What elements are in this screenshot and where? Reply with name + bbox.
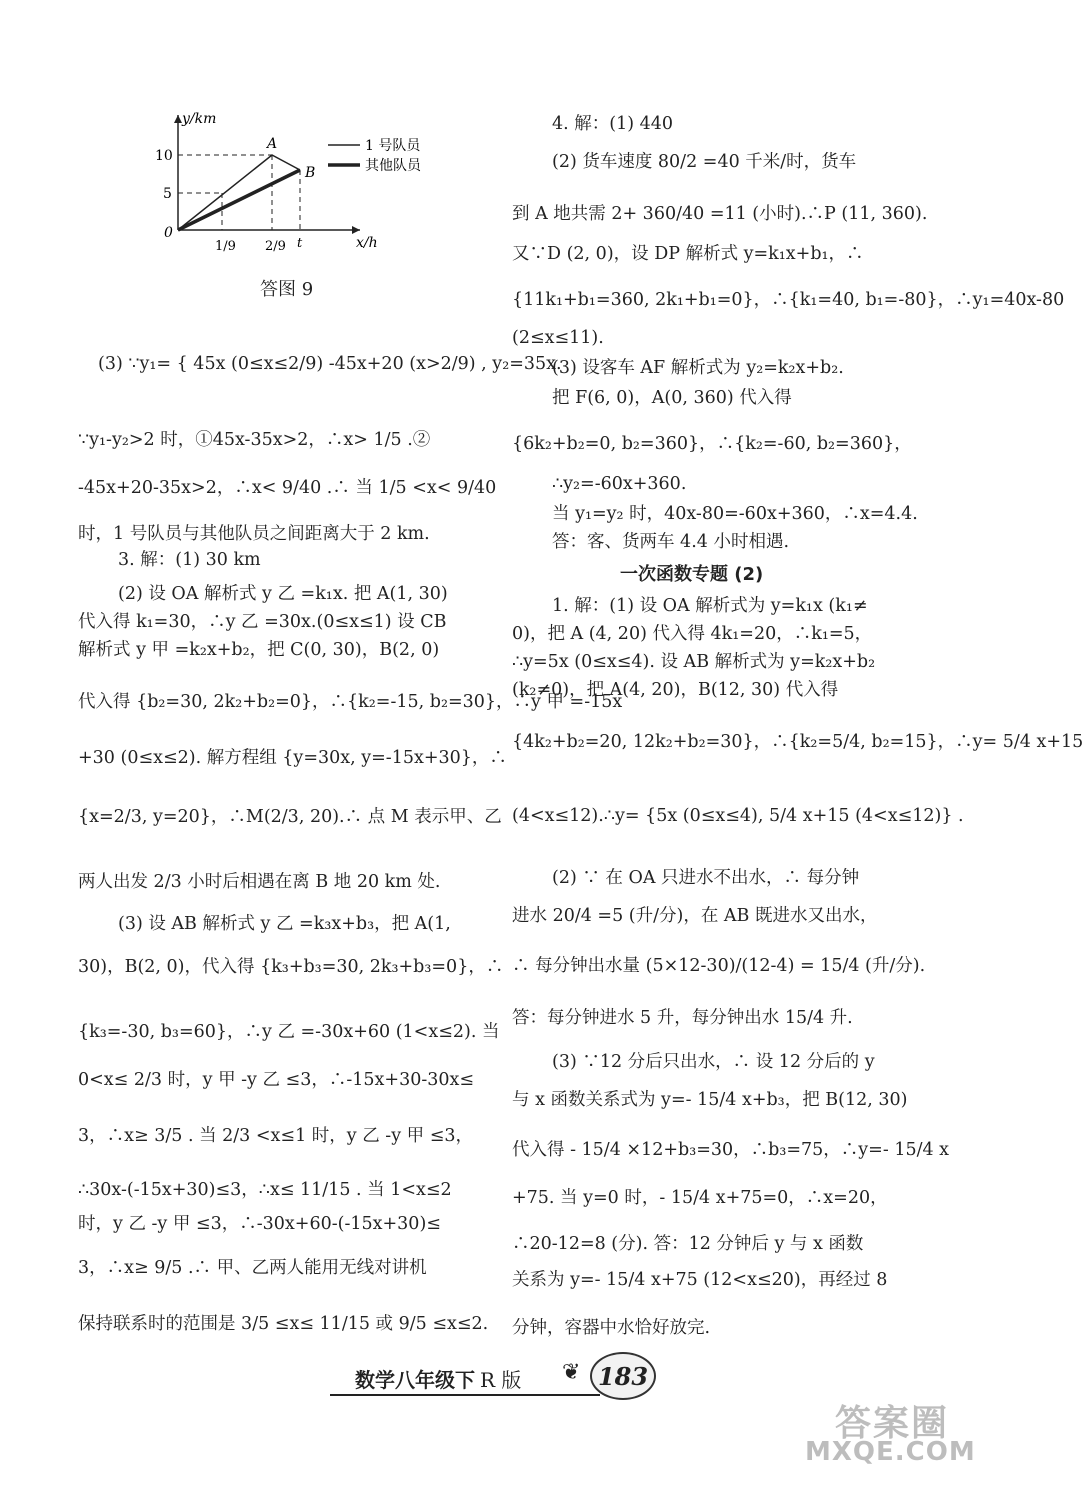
text-line: (k₂≠0)，把 A(4, 20)，B(12, 30) 代入得 bbox=[512, 680, 839, 700]
text-line: (3) 设 AB 解析式 y 乙 =k₃x+b₃，把 A(1, bbox=[118, 914, 451, 934]
text-line: 两人出发 2/3 小时后相遇在离 B 地 20 km 处. bbox=[78, 872, 441, 892]
text-line: 0)，把 A (4, 20) 代入得 4k₁=20，∴k₁=5， bbox=[512, 624, 873, 644]
text-line: (2) 货车速度 80/2 =40 千米/时，货车 bbox=[552, 152, 857, 172]
x-tick-1-9: 1/9 bbox=[215, 239, 236, 254]
figure-caption: 答图 9 bbox=[260, 279, 314, 300]
legend-label-1: 1 号队员 bbox=[365, 138, 421, 154]
text-line: ∵y₁-y₂>2 时，①45x-35x>2，∴x> 1/5 .② bbox=[78, 430, 431, 450]
book-edition: R 版 bbox=[480, 1368, 522, 1392]
text-line: 代入得 k₁=30，∴y 乙 =30x.(0≤x≤1) 设 CB bbox=[78, 612, 447, 632]
text-line: (3) ∵y₁= { 45x (0≤x≤2/9) -45x+20 (x>2/9) , y₂=35x. bbox=[98, 354, 562, 374]
text-line: 与 x 函数关系式为 y=- 15/4 x+b₃，把 B(12, 30) bbox=[512, 1090, 908, 1110]
text-line: 代入得 - 15/4 ×12+b₃=30，∴b₃=75，∴y=- 15/4 x bbox=[512, 1140, 950, 1160]
text-line: 关系为 y=- 15/4 x+75 (12<x≤20)，再经过 8 bbox=[512, 1270, 888, 1290]
text-line: {11k₁+b₁=360, 2k₁+b₁=0}，∴{k₁=40, b₁=-80}，∴y₁=40x-80 bbox=[512, 290, 1065, 310]
text-line: 3，∴x≥ 9/5 .∴ 甲、乙两人能用无线对讲机 bbox=[78, 1258, 427, 1278]
text-line: 当 y₁=y₂ 时，40x-80=-60x+360，∴x=4.4. bbox=[552, 504, 918, 524]
point-a-label: A bbox=[267, 136, 278, 152]
x-tick-t: t bbox=[297, 236, 303, 251]
text-line: +30 (0≤x≤2). 解方程组 {y=30x, y=-15x+30}，∴ bbox=[78, 748, 507, 768]
page-footer bbox=[300, 1350, 720, 1410]
text-line: (3) 设客车 AF 解析式为 y₂=k₂x+b₂. bbox=[552, 358, 844, 378]
text-line: (2) ∵ 在 OA 只进水不出水，∴ 每分钟 bbox=[552, 868, 860, 888]
text-line: (3) ∵12 分后只出水，∴ 设 12 分后的 y bbox=[552, 1052, 875, 1072]
x-tick-2-9: 2/9 bbox=[265, 239, 286, 254]
text-line: 4. 解：(1) 440 bbox=[552, 114, 674, 134]
text-line: (2≤x≤11). bbox=[512, 328, 604, 348]
text-line: 1. 解：(1) 设 OA 解析式为 y=k₁x (k₁≠ bbox=[552, 596, 868, 616]
text-line: {4k₂+b₂=20, 12k₂+b₂=30}，∴{k₂=5/4, b₂=15}，∴y= 5/4 x+15 bbox=[512, 732, 1083, 752]
watermark-bottom: MXQE.COM bbox=[805, 1437, 976, 1467]
text-line: 时，y 乙 -y 甲 ≤3，∴-30x+60-(-15x+30)≤ bbox=[78, 1214, 441, 1234]
text-line: 30)，B(2, 0)，代入得 {k₃+b₃=30, 2k₃+b₃=0}，∴ bbox=[78, 957, 504, 977]
y-axis-arrow-icon bbox=[174, 115, 182, 123]
text-line: (4<x≤12).∴y= {5x (0≤x≤4), 5/4 x+15 (4<x≤12)} . bbox=[512, 806, 964, 826]
footer-divider bbox=[330, 1394, 600, 1396]
text-line: 分钟，容器中水恰好放完. bbox=[512, 1318, 711, 1338]
text-line: 0<x≤ 2/3 时，y 甲 -y 乙 ≤3，∴-15x+30-30x≤ bbox=[78, 1070, 475, 1090]
origin-label: 0 bbox=[164, 225, 173, 241]
text-line: {k₃=-30, b₃=60}，∴y 乙 =-30x+60 (1<x≤2). 当 bbox=[78, 1022, 500, 1042]
text-line: 答：每分钟进水 5 升，每分钟出水 15/4 升. bbox=[512, 1008, 853, 1028]
site-watermark bbox=[805, 1395, 985, 1475]
series-others bbox=[178, 170, 300, 230]
text-line: +75. 当 y=0 时，- 15/4 x+75=0，∴x=20， bbox=[512, 1188, 888, 1208]
text-line: 又∵D (2, 0)，设 DP 解析式 y=k₁x+b₁，∴ bbox=[512, 244, 864, 264]
page-number: 183 bbox=[590, 1352, 656, 1400]
text-line: 把 F(6, 0)，A(0, 360) 代入得 bbox=[552, 388, 792, 408]
text-line: 3，∴x≥ 3/5 . 当 2/3 <x≤1 时，y 乙 -y 甲 ≤3， bbox=[78, 1126, 473, 1146]
text-line: 到 A 地共需 2+ 360/40 =11 (小时).∴P (11, 360). bbox=[512, 204, 928, 224]
text-line: ∴y=5x (0≤x≤4). 设 AB 解析式为 y=k₂x+b₂ bbox=[512, 652, 876, 672]
text-line: -45x+20-35x>2，∴x< 9/40 .∴ 当 1/5 <x< 9/40 bbox=[78, 478, 497, 498]
point-b-label: B bbox=[305, 165, 316, 181]
text-line: 3. 解：(1) 30 km bbox=[118, 550, 261, 570]
text-line: 解析式 y 甲 =k₂x+b₂，把 C(0, 30)，B(2, 0) bbox=[78, 640, 440, 660]
y-tick-10: 10 bbox=[155, 148, 173, 164]
text-line: 时，1 号队员与其他队员之间距离大于 2 km. bbox=[78, 524, 430, 544]
text-line: 代入得 {b₂=30, 2k₂+b₂=0}，∴{k₂=-15, b₂=30}，∴y 甲 =-15x bbox=[78, 692, 623, 712]
legend-label-2: 其他队员 bbox=[365, 158, 421, 174]
text-line: ∴20-12=8 (分). 答：12 分钟后 y 与 x 函数 bbox=[512, 1234, 864, 1254]
swirl-ornament-icon: ❦ bbox=[562, 1360, 581, 1385]
x-axis-label: x/h bbox=[356, 235, 378, 251]
text-line: 答：客、货两车 4.4 小时相遇. bbox=[552, 532, 790, 552]
text-line: ∴ 每分钟出水量 (5×12-30)/(12-4) = 15/4 (升/分). bbox=[512, 956, 926, 976]
y-tick-5: 5 bbox=[163, 186, 172, 202]
text-line: 进水 20/4 =5 (升/分)，在 AB 既进水又出水， bbox=[512, 906, 878, 926]
book-title: 数学八年级下 bbox=[355, 1368, 475, 1392]
watermark-top: 答案圈 bbox=[835, 1403, 950, 1444]
text-line: {x=2/3, y=20}，∴M(2/3, 20).∴ 点 M 表示甲、乙 bbox=[78, 807, 502, 827]
x-axis-arrow-icon bbox=[352, 226, 360, 234]
text-line: ∴30x-(-15x+30)≤3，∴x≤ 11/15 . 当 1<x≤2 bbox=[78, 1180, 452, 1200]
y-axis-label: y/km bbox=[182, 111, 217, 127]
text-line: ∴y₂=-60x+360. bbox=[552, 474, 687, 494]
text-line: (2) 设 OA 解析式 y 乙 =k₁x. 把 A(1, 30) bbox=[118, 584, 448, 604]
section-title: 一次函数专题 (2) bbox=[620, 564, 764, 585]
text-line: 保持联系时的范围是 3/5 ≤x≤ 11/15 或 9/5 ≤x≤2. bbox=[78, 1314, 489, 1334]
text-line: {6k₂+b₂=0, b₂=360}，∴{k₂=-60, b₂=360}， bbox=[512, 434, 912, 454]
